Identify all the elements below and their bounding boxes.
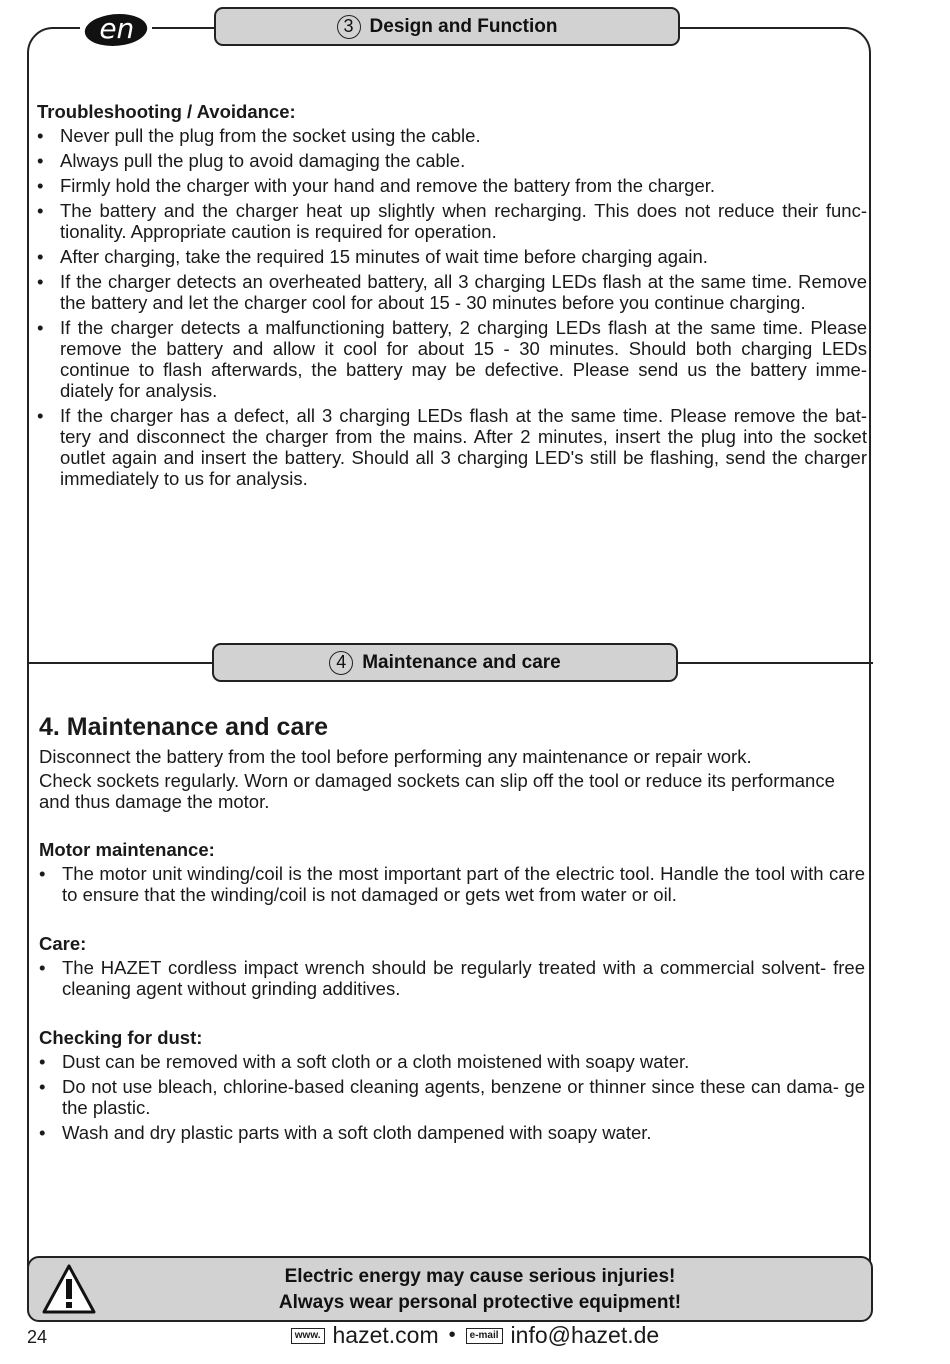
warning-box — [27, 1256, 873, 1322]
warning-line: Electric energy may cause serious injuries! — [284, 1266, 676, 1287]
maintenance-heading: 4. Maintenance and care — [39, 713, 329, 741]
care-heading: Care: — [39, 933, 87, 954]
page-number: 24 — [27, 1327, 48, 1347]
section-number-badge: 3 — [337, 15, 361, 39]
footer-separator: • — [448, 1324, 456, 1346]
language-badge — [80, 12, 152, 48]
troubleshooting-section — [37, 101, 867, 493]
list-item: • Never pull the plug from the socket using the cable. — [37, 125, 867, 146]
troubleshooting-heading: Troubleshooting / Avoidance: — [37, 101, 296, 122]
intro-paragraph: Check sockets regularly. Worn or damaged sockets can slip off the tool or reduce its performance and thus damage the motor. — [39, 770, 835, 812]
warning-text — [89, 1264, 871, 1316]
dust-heading: Checking for dust: — [39, 1027, 203, 1048]
footer-contact — [0, 1322, 950, 1349]
list-item: • Firmly hold the charger with your hand and remove the battery from the charger. — [37, 175, 867, 196]
website-link[interactable]: hazet.com — [332, 1322, 439, 1348]
troubleshooting-list — [37, 125, 867, 489]
maintenance-section — [39, 712, 865, 1147]
list-item: • If the charger detects a malfunctioning battery, 2 charging LEDs flash at the same time. Please remove the battery and allow it cool for about 15 - 30 minutes. Should both charging LEDs continue to flash afterwards, the battery may be defective. Please send us the battery imme- diately for analysis. — [37, 317, 867, 401]
list-item: • Dust can be removed with a soft cloth or a cloth moistened with soapy water. — [39, 1051, 865, 1072]
list-item: • After charging, take the required 15 minutes of wait time before charging again. — [37, 246, 867, 267]
www-tag: www. — [291, 1328, 325, 1344]
section-tab-title: Maintenance and care — [362, 651, 561, 673]
list-item: • Always pull the plug to avoid damaging the cable. — [37, 150, 867, 171]
motor-heading: Motor maintenance: — [39, 839, 215, 860]
email-link[interactable]: info@hazet.de — [510, 1322, 660, 1348]
section-tab-design-function — [214, 7, 680, 46]
language-label: en — [98, 12, 134, 45]
list-item: • Wash and dry plastic parts with a soft cloth dampened with soapy water. — [39, 1122, 865, 1143]
motor-list — [39, 863, 865, 905]
list-item: • Do not use bleach, chlorine-based cleaning agents, benzene or thinner since these can dama- ge the plastic. — [39, 1076, 865, 1118]
list-item: • The motor unit winding/coil is the most important part of the electric tool. Handle the tool with care to ensure that the winding/coil is not damaged or gets wet from water or oil. — [39, 863, 865, 905]
section-tab-maintenance — [212, 643, 678, 682]
care-list — [39, 957, 865, 999]
list-item: • The battery and the charger heat up slightly when recharging. This does not reduce their func- tionality. Appropriate caution is required for operation. — [37, 200, 867, 242]
section-number-badge: 4 — [329, 651, 353, 675]
dust-list — [39, 1051, 865, 1143]
email-tag: e-mail — [466, 1328, 503, 1344]
list-item: • The HAZET cordless impact wrench should be regularly treated with a commercial solvent- free cleaning agent without grinding additives. — [39, 957, 865, 999]
section-tab-title: Design and Function — [369, 15, 558, 37]
list-item: • If the charger has a defect, all 3 charging LEDs flash at the same time. Please remove the bat- tery and disconnect the charger from the mains. After 2 minutes, insert the plug into the socket outlet again and insert the battery. Should all 3 charging LED's still be flashing, send the charger immediately to us for analysis. — [37, 405, 867, 489]
warning-line: Always wear personal protective equipment! — [278, 1292, 682, 1313]
intro-paragraph: Disconnect the battery from the tool before performing any maintenance or repair work. — [39, 746, 752, 767]
list-item: • If the charger detects an overheated battery, all 3 charging LEDs flash at the same time. Remove the battery and let the charger cool for about 15 - 30 minutes before you continue charging. — [37, 271, 867, 313]
